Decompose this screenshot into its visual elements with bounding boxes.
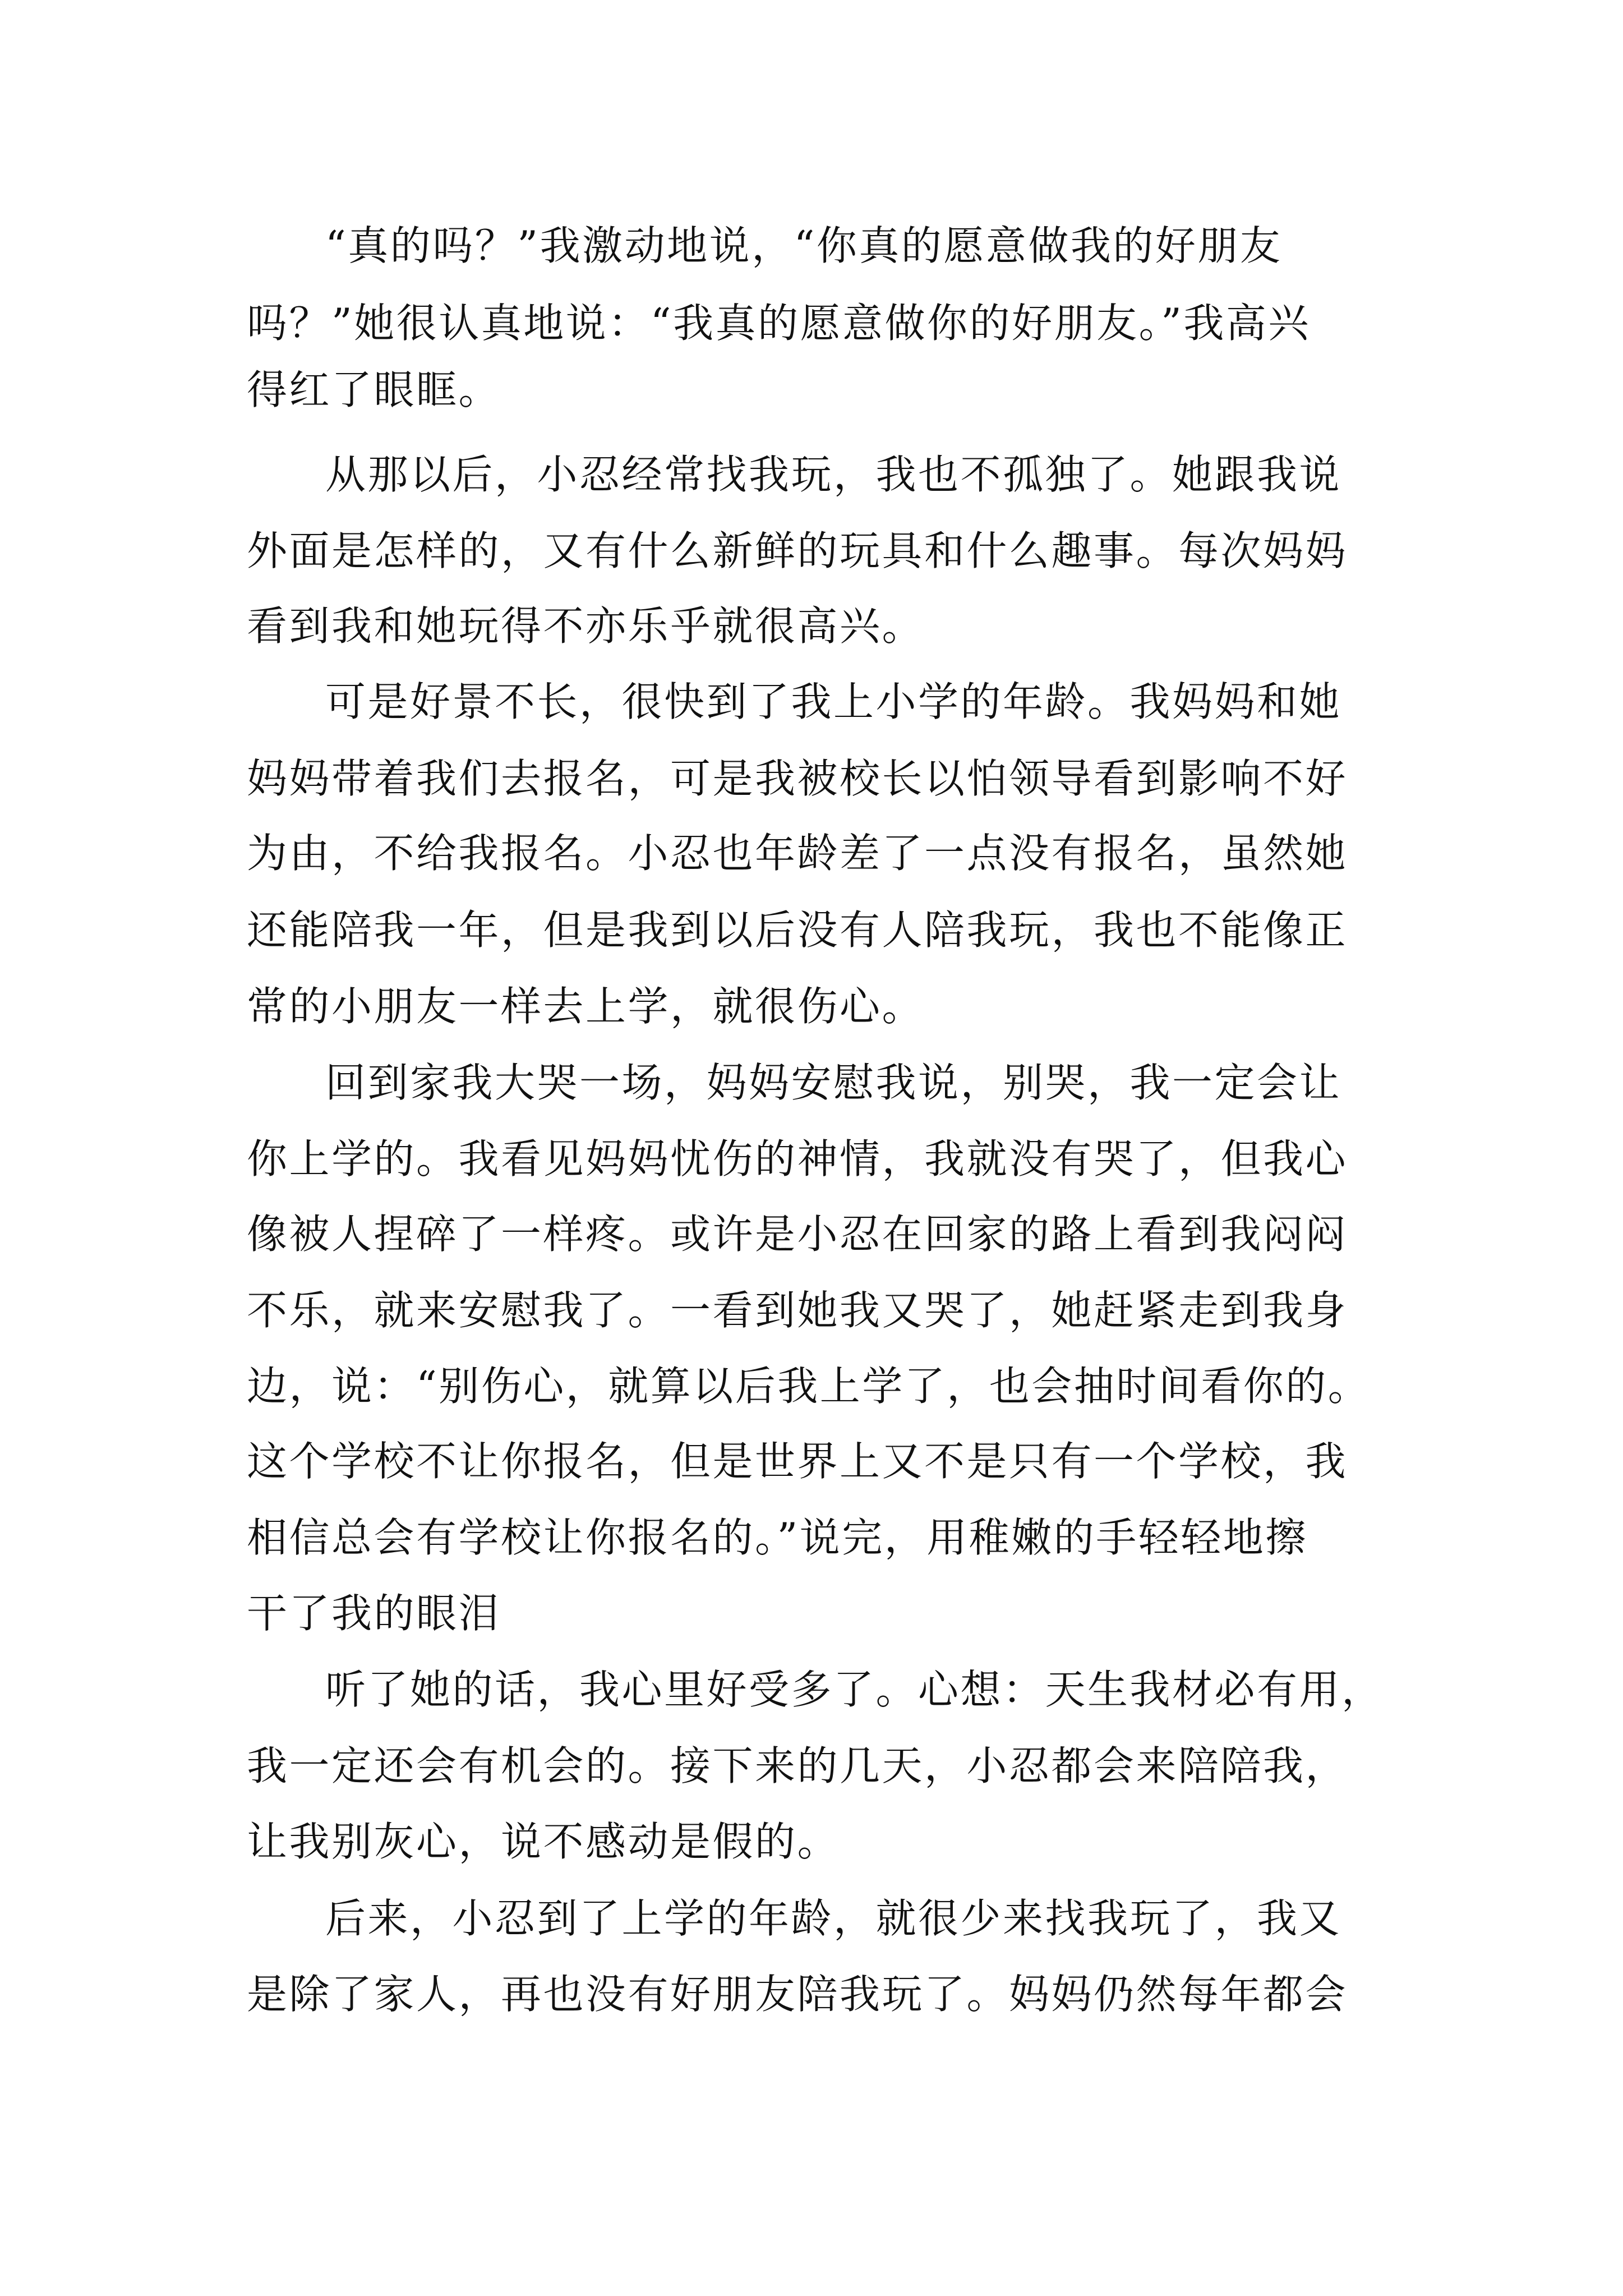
paragraph-4-line-2: 你上学的。我看见妈妈忧伤的神情，我就没有哭了，但我心 xyxy=(247,1135,1348,1182)
paragraph-5-line-2: 我一定还会有机会的。接下来的几天，小忍都会来陪陪我， xyxy=(247,1742,1348,1789)
paragraph-5-line-1: 听了她的话，我心里好受多了。心想：天生我材必有用， xyxy=(325,1666,1384,1713)
paragraph-4-line-5: 边，说：“别伤心，就算以后我上学了，也会抽时间看你的。 xyxy=(247,1363,1371,1410)
paragraph-4-line-3: 像被人捏碎了一样疼。或许是小忍在回家的路上看到我闷闷 xyxy=(247,1211,1348,1258)
paragraph-3-line-4: 还能陪我一年，但是我到以后没有人陪我玩，我也不能像正 xyxy=(247,907,1348,954)
paragraph-4-line-8: 干了我的眼泪 xyxy=(247,1590,501,1637)
paragraph-6-line-1: 后来，小忍到了上学的年龄，就很少来找我玩了，我又 xyxy=(325,1895,1342,1942)
paragraph-5-line-3: 让我别灰心，说不感动是假的。 xyxy=(247,1818,840,1865)
paragraph-1-line-3: 得红了眼眶。 xyxy=(247,366,501,413)
paragraph-4-line-6: 这个学校不让你报名，但是世界上又不是只有一个学校，我 xyxy=(247,1438,1348,1485)
paragraph-3-line-5: 常的小朋友一样去上学，就很伤心。 xyxy=(247,983,925,1030)
paragraph-4-line-7: 相信总会有学校让你报名的。”说完，用稚嫩的手轻轻地擦 xyxy=(247,1514,1308,1561)
paragraph-3-line-1: 可是好景不长，很快到了我上小学的年龄。我妈妈和她 xyxy=(325,678,1342,725)
paragraph-6-line-2: 是除了家人，再也没有好朋友陪我玩了。妈妈仍然每年都会 xyxy=(247,1971,1348,2018)
paragraph-2-line-2: 外面是怎样的，又有什么新鲜的玩具和什么趣事。每次妈妈 xyxy=(247,527,1348,574)
paragraph-2-line-1: 从那以后，小忍经常找我玩，我也不孤独了。她跟我说 xyxy=(325,451,1342,498)
paragraph-2-line-3: 看到我和她玩得不亦乐乎就很高兴。 xyxy=(247,602,925,650)
paragraph-1-line-1: “真的吗？”我激动地说，“你真的愿意做我的好朋友 xyxy=(325,222,1283,269)
paragraph-1-line-2: 吗？”她很认真地说：“我真的愿意做你的好朋友。”我高兴 xyxy=(247,300,1311,347)
paragraph-3-line-2: 妈妈带着我们去报名，可是我被校长以怕领导看到影响不好 xyxy=(247,755,1348,802)
paragraph-3-line-3: 为由，不给我报名。小忍也年龄差了一点没有报名，虽然她 xyxy=(247,830,1348,877)
paragraph-4-line-1: 回到家我大哭一场，妈妈安慰我说，别哭，我一定会让 xyxy=(325,1059,1342,1106)
paragraph-4-line-4: 不乐，就来安慰我了。一看到她我又哭了，她赶紧走到我身 xyxy=(247,1287,1348,1334)
